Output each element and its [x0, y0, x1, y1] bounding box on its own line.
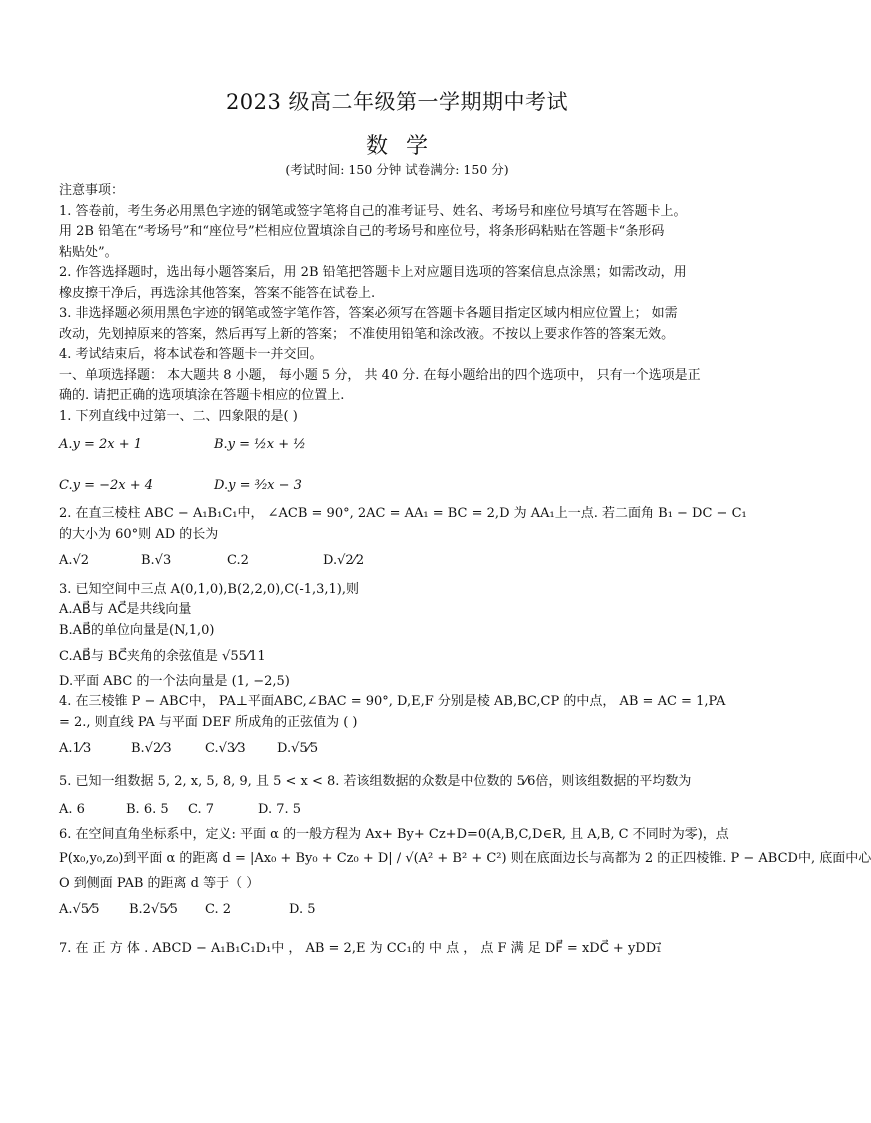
question-stem: 7. 在 正 方 体 . ABCD − A₁B₁C₁D₁中 ， AB = 2,E 为 CC₁的 中 点 ， 点 F 满 足 DF⃗ = xDC⃗ + yDD₁⃗ — [59, 940, 662, 956]
section-heading — [59, 366, 743, 407]
question-stem-cont: = 2., 则直线 PA 与平面 DEF 所成角的正弦值为 ( ) — [59, 714, 358, 730]
option-d[interactable]: D.√5⁄5 — [277, 741, 319, 756]
question-stem: 1. 下列直线中过第一、二、四象限的是( ) — [59, 408, 298, 424]
notice-block — [59, 202, 743, 366]
question-stem: 5. 已知一组数据 5, 2, x, 5, 8, 9, 且 5 < x < 8. 若该组数据的众数是中位数的 5⁄6倍，则该组数据的平均数为 — [59, 773, 692, 789]
options-row — [59, 476, 743, 497]
question-6 — [59, 825, 871, 921]
option-b[interactable]: B. 6. 5 — [126, 802, 169, 817]
exam-info: (考试时间: 150 分钟 试卷满分: 150 分) — [285, 162, 509, 177]
notice-line: 用 2B 铅笔在“考场号”和“座位号”栏相应位置填涂自己的考场号和座位号，将条形码粘贴在答题卡“条形码 — [59, 224, 665, 239]
option-a[interactable]: A.√2 — [59, 553, 90, 568]
option-c[interactable]: C. 7 — [188, 802, 215, 817]
options-row — [59, 739, 743, 760]
notice-line: 橡皮擦干净后，再选涂其他答案，答案不能答在试卷上. — [59, 285, 376, 301]
question-2 — [59, 504, 747, 572]
option-d[interactable]: D. 5 — [289, 902, 316, 917]
notice-line: 4. 考试结束后，将本试卷和答题卡一并交回。 — [59, 347, 323, 362]
option-c[interactable]: C.y = −2x + 4 — [59, 477, 154, 493]
notice-line: 粘贴处”。 — [59, 244, 118, 260]
section-line: 一、单项选择题： 本大题共 8 小题， 每小题 5 分， 共 40 分. 在每小题给出的四个选项中， 只有一个选项是正 — [59, 367, 701, 383]
notice-line: 改动，先划掉原来的答案，然后再写上新的答案； 不准使用铅笔和涂改液。不按以上要求作答的答案无效。 — [59, 326, 675, 342]
option-a[interactable]: A. 6 — [59, 802, 85, 817]
question-4 — [59, 692, 743, 760]
option-a[interactable]: A.y = 2x + 1 — [59, 437, 143, 452]
option-c[interactable]: C.AB⃗与 BC⃗夹角的余弦值是 √55⁄11 — [59, 649, 266, 664]
option-b[interactable]: B.√2⁄3 — [131, 741, 172, 756]
option-d[interactable]: D. 7. 5 — [258, 802, 302, 817]
exam-title: 2023 级高二年级第一学期期中考试 — [225, 90, 569, 114]
option-c[interactable]: C. 2 — [205, 902, 232, 917]
option-b[interactable]: B.AB⃗的单位向量是(N,1,0) — [59, 622, 215, 638]
option-a[interactable]: A.1⁄3 — [59, 741, 92, 756]
question-3 — [59, 580, 743, 693]
option-c[interactable]: C.2 — [227, 553, 249, 568]
option-b[interactable]: B.√3 — [141, 553, 172, 568]
question-stem-cont: P(x₀,y₀,z₀)到平面 α 的距离 d = |Ax₀ + By₀ + Cz₀ + D| / √(A² + B² + C²) 则在底面边长与高都为 2 的正四棱锥. P − ABCD中, 底面中心 — [59, 851, 871, 866]
question-stem: 2. 在直三棱柱 ABC − A₁B₁C₁中， ∠ACB = 90°, 2AC = AA₁ = BC = 2,D 为 AA₁上一点. 若二面角 B₁ − DC − C₁ — [59, 506, 747, 521]
question-stem-cont: 的大小为 60°则 AD 的长为 — [59, 526, 219, 542]
options-row — [59, 435, 743, 456]
question-stem: 6. 在空间直角坐标系中，定义: 平面 α 的一般方程为 Ax+ By+ Cz+D=0(A,B,C,D∈R, 且 A,B, C 不同时为零)，点 — [59, 826, 729, 842]
option-a[interactable]: A.AB⃗与 AC⃗是共线向量 — [59, 602, 192, 617]
section-line: 确的. 请把正确的选项填涂在答题卡相应的位置上. — [59, 388, 345, 403]
notice-line: 2. 作答选择题时，选出每小题答案后，用 2B 铅笔把答题卡上对应题目选项的答案信息点涂黑；如需改动，用 — [59, 265, 687, 280]
option-b[interactable]: B.2√5⁄5 — [129, 902, 178, 917]
option-c[interactable]: C.√3⁄3 — [205, 741, 246, 756]
option-a[interactable]: A.√5⁄5 — [59, 902, 100, 917]
notice-line: 1. 答卷前，考生务必用黑色字迹的钢笔或签字笔将自己的准考证号、姓名、考场号和座位号填写在答题卡上。 — [59, 203, 687, 219]
option-d[interactable]: D.平面 ABC 的一个法向量是 (1, −2,5) — [59, 673, 290, 689]
options-row — [59, 551, 743, 572]
notice-title: 注意事项： — [59, 183, 125, 198]
question-stem: 4. 在三棱锥 P − ABC中， PA⊥平面ABC,∠BAC = 90°, D,E,F 分别是棱 AB,BC,CP 的中点， AB = AC = 1,PA — [59, 694, 726, 709]
options-row — [59, 900, 743, 921]
question-stem: 3. 已知空间中三点 A(0,1,0),B(2,2,0),C(-1,3,1),则 — [59, 581, 360, 597]
option-b[interactable]: B.y = ½x + ½ — [214, 437, 306, 452]
options-row — [59, 800, 743, 821]
question-1 — [59, 407, 743, 497]
exam-subject: 数学 — [365, 134, 446, 159]
option-d[interactable]: D.√2⁄2 — [323, 553, 365, 568]
notice-line: 3. 非选择题必须用黑色字迹的钢笔或签字笔作答，答案必须写在答题卡各题目指定区域内相应位置上； 如需 — [59, 306, 678, 321]
question-5 — [59, 772, 743, 821]
question-7 — [59, 939, 743, 960]
exam-body — [59, 181, 871, 959]
question-stem-cont: O 到侧面 PAB 的距离 d 等于（ ） — [59, 875, 260, 891]
option-d[interactable]: D.y = ³⁄₂x − 3 — [214, 477, 302, 493]
